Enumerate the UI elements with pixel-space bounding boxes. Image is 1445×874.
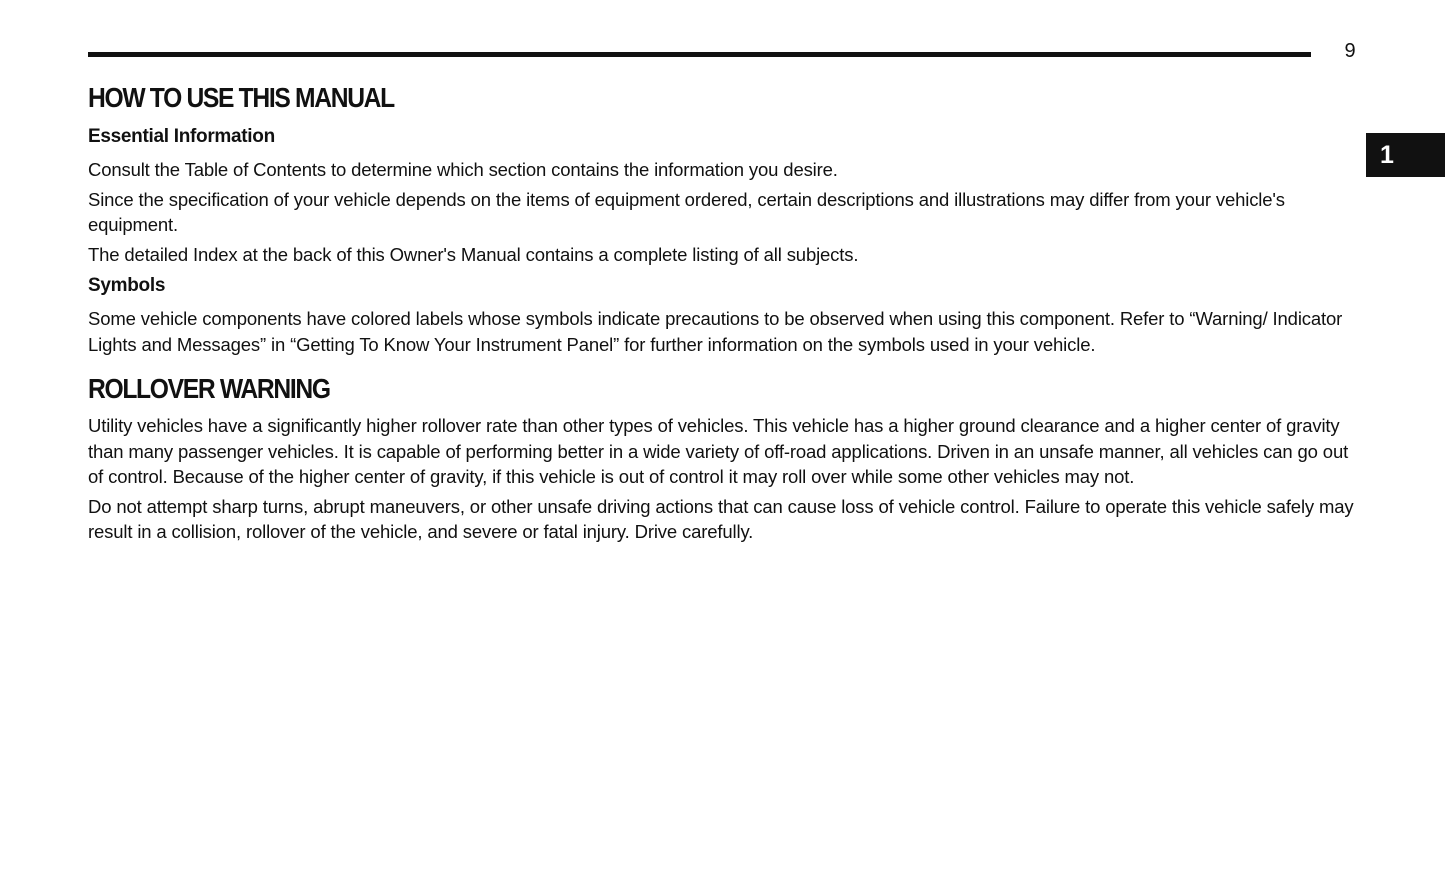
chapter-tab[interactable]: 1 [1366,133,1445,177]
paragraph-table-of-contents: Consult the Table of Contents to determine which section contains the information you desire. [88,159,838,180]
section-title-how-to-use: HOW TO USE THIS MANUAL [88,82,394,113]
subheading-symbols: Symbols [88,275,166,296]
paragraph-index: The detailed Index at the back of this Owner's Manual contains a complete listing of all subjects. [88,243,859,265]
section-title-rollover-warning: ROLLOVER WARNING [88,373,330,404]
paragraph-drive-carefully: Do not attempt sharp turns, abrupt maneuvers, or other unsafe driving actions that can cause loss of vehicle control. Failure to operate this vehicle safely may result in a collision, rollover of the vehicle, and severe or fatal injury. Drive carefully. [88,495,1354,542]
header-rule [88,52,1311,57]
paragraph-specification: Since the specification of your vehicle depends on the items of equipment ordered, certain descriptions and illustrations may differ from your vehicle's equipment. [88,188,1285,235]
page-number: 9 [1344,40,1356,62]
paragraph-symbols: Some vehicle components have colored labels whose symbols indicate precautions to be observed when using this component. Refer to “Warning/ Indicator Lights and Messages” in “Getting To Know Your Instrument Panel” for further information on the symbols used in your vehicle. [88,308,1343,355]
page-content [88,78,1360,545]
subheading-essential-information: Essential Information [88,126,275,147]
paragraph-rollover-rate: Utility vehicles have a significantly higher rollover rate than other types of vehicles. This vehicle has a higher ground clearance and a higher center of gravity than many passenger vehicles. It is capable of performing better in a wide variety of off-road applications. Driven in an unsafe manner, all vehicles can go out of control. Because of the higher center of gravity, if this vehicle is out of control it may roll over while some other vehicles may not. [88,415,1349,487]
